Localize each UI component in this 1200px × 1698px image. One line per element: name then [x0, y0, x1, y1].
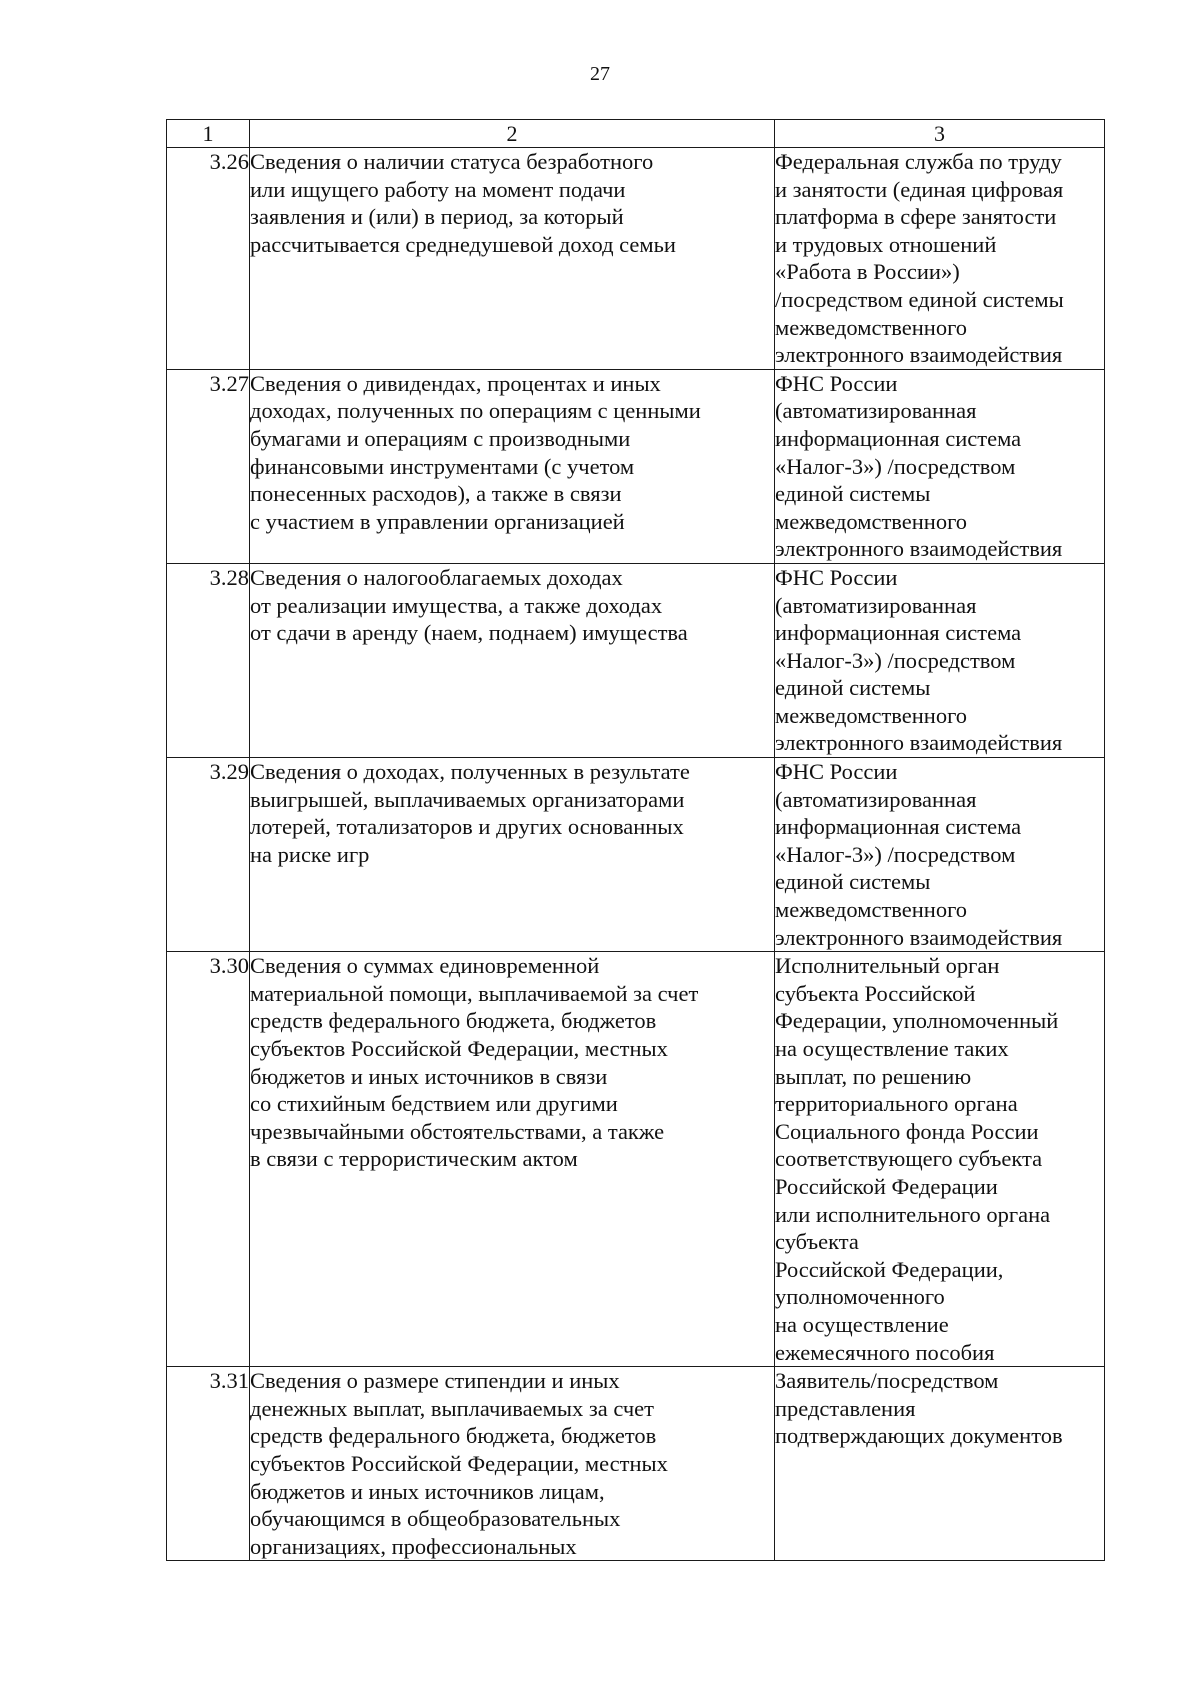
row-description	[250, 1367, 775, 1561]
row-description-line: от сдачи в аренду (наем, поднаем) имущества	[250, 620, 688, 646]
row-source-line: единой системы	[775, 869, 931, 895]
row-source	[775, 563, 1105, 757]
row-description-line: рассчитывается среднедушевой доход семьи	[250, 231, 676, 257]
column-header-number: 1	[167, 120, 250, 148]
row-description-line: субъектов Российской Федерации, местных	[250, 1450, 668, 1476]
row-description-line: заявления и (или) в период, за который	[250, 204, 624, 230]
row-source-line: ФНС России	[775, 759, 898, 785]
document-table	[166, 119, 1105, 1561]
row-source-line: (автоматизированная	[775, 786, 977, 812]
row-description-line: или ищущего работу на момент подачи	[250, 176, 626, 202]
row-description	[250, 148, 775, 370]
row-source-line: субъекта Российской	[775, 980, 976, 1006]
row-source-line: межведомственного	[775, 702, 968, 728]
row-description	[250, 369, 775, 563]
row-description-line: Сведения о суммах единовременной	[250, 953, 600, 979]
row-source-line: информационная система	[775, 425, 1022, 451]
row-source-line: электронного взаимодействия	[775, 536, 1063, 562]
row-description-line: на риске игр	[250, 841, 370, 867]
row-description-line: субъектов Российской Федерации, местных	[250, 1036, 668, 1061]
row-description-line: лотерей, тотализаторов и других основанных	[250, 814, 684, 840]
row-source	[775, 952, 1105, 1367]
row-description-line: в связи с террористическим актом	[250, 1146, 578, 1172]
row-source	[775, 148, 1105, 370]
row-source-line: соответствующего субъекта	[775, 1146, 1043, 1172]
row-source-line: Заявитель/посредством	[775, 1368, 999, 1394]
row-source-line: подтверждающих документов	[775, 1423, 1063, 1449]
row-source-line: и занятости (единая цифровая	[775, 176, 1064, 202]
row-source-line: электронного взаимодействия	[775, 924, 1063, 950]
row-number: 3.27	[167, 369, 250, 563]
row-source-line: единой системы	[775, 481, 931, 507]
row-source-line: субъекта	[775, 1229, 859, 1255]
row-source-line: «Налог-3») /посредством	[775, 841, 1016, 867]
row-source-line: выплат, по решению	[775, 1063, 972, 1089]
row-source-line: Социального фонда России	[775, 1118, 1039, 1144]
row-source-line: электронного взаимодействия	[775, 342, 1063, 368]
row-description	[250, 758, 775, 952]
row-description-line: выигрышей, выплачиваемых организаторами	[250, 786, 685, 812]
table-header-row	[167, 120, 1105, 148]
row-source-line: ФНС России	[775, 564, 898, 590]
row-description-line: финансовыми инструментами (с учетом	[250, 453, 635, 479]
row-description-line: организациях, профессиональных	[250, 1533, 577, 1559]
row-source-line: Исполнительный орган	[775, 953, 1000, 979]
row-source-line: и трудовых отношений	[775, 231, 997, 257]
row-source-line: Федеральная служба по труду	[775, 149, 1062, 174]
row-source-line: или исполнительного органа	[775, 1201, 1051, 1227]
row-source-line: межведомственного	[775, 314, 968, 340]
row-number: 3.30	[167, 952, 250, 1367]
row-source-line: территориального органа	[775, 1091, 1018, 1117]
row-source-line: Российской Федерации	[775, 1173, 998, 1199]
row-source-line: Федерации, уполномоченный	[775, 1008, 1059, 1034]
table-row	[167, 148, 1105, 370]
row-source-line: (автоматизированная	[775, 398, 977, 424]
row-description-line: бюджетов и иных источников в связи	[250, 1063, 608, 1089]
row-description-line: с участием в управлении организацией	[250, 508, 625, 534]
row-description-line: чрезвычайными обстоятельствами, а также	[250, 1118, 665, 1144]
row-source	[775, 369, 1105, 563]
row-source-line: на осуществление	[775, 1311, 949, 1337]
row-description-line: бумагами и операциям с производными	[250, 425, 631, 451]
row-description-line: Сведения о доходах, полученных в результате	[250, 759, 690, 785]
row-description-line: материальной помощи, выплачиваемой за счет	[250, 980, 699, 1006]
page-number: 27	[590, 63, 610, 85]
row-source-line: единой системы	[775, 675, 931, 701]
row-description-line: бюджетов и иных источников лицам,	[250, 1478, 605, 1504]
row-description-line: средств федерального бюджета, бюджетов	[250, 1008, 657, 1034]
row-source-line: уполномоченного	[775, 1284, 945, 1310]
table-row	[167, 369, 1105, 563]
row-source-line: представления	[775, 1395, 916, 1421]
row-description	[250, 952, 775, 1367]
row-description-line: доходах, полученных по операциям с ценными	[250, 398, 701, 424]
row-source-line: информационная система	[775, 620, 1022, 646]
row-description-line: Сведения о налогооблагаемых доходах	[250, 564, 623, 590]
table-row	[167, 952, 1105, 1367]
row-source-line: (автоматизированная	[775, 592, 977, 618]
column-header-source: 3	[775, 120, 1105, 148]
row-description-line: от реализации имущества, а также доходах	[250, 592, 663, 618]
row-number: 3.31	[167, 1367, 250, 1561]
row-description-line: Сведения о наличии статуса безработного	[250, 149, 654, 174]
row-source-line: «Налог-3») /посредством	[775, 647, 1016, 673]
row-number: 3.29	[167, 758, 250, 952]
table-body	[167, 148, 1105, 1561]
row-source	[775, 758, 1105, 952]
row-description-line: понесенных расходов), а также в связи	[250, 481, 622, 507]
table-row	[167, 563, 1105, 757]
row-number: 3.26	[167, 148, 250, 370]
column-header-description: 2	[250, 120, 775, 148]
row-description-line: Сведения о дивидендах, процентах и иных	[250, 370, 661, 396]
row-number: 3.28	[167, 563, 250, 757]
row-source-line: межведомственного	[775, 897, 968, 923]
row-description-line: Сведения о размере стипендии и иных	[250, 1368, 620, 1394]
row-source-line: /посредством единой системы	[775, 286, 1064, 312]
row-source	[775, 1367, 1105, 1561]
row-description-line: средств федерального бюджета, бюджетов	[250, 1423, 657, 1449]
row-description	[250, 563, 775, 757]
row-source-line: Российской Федерации,	[775, 1256, 1004, 1282]
row-source-line: ФНС России	[775, 370, 898, 396]
row-source-line: ежемесячного пособия	[775, 1339, 995, 1365]
row-source-line: на осуществление таких	[775, 1036, 1009, 1061]
table-row	[167, 758, 1105, 952]
row-description-line: обучающимся в общеобразовательных	[250, 1506, 621, 1532]
row-source-line: межведомственного	[775, 508, 968, 534]
row-description-line: со стихийным бедствием или другими	[250, 1091, 618, 1117]
row-source-line: «Работа в России»)	[775, 259, 960, 285]
row-source-line: платформа в сфере занятости	[775, 204, 1057, 230]
row-source-line: «Налог-3») /посредством	[775, 453, 1016, 479]
row-description-line: денежных выплат, выплачиваемых за счет	[250, 1395, 655, 1421]
table-row	[167, 1367, 1105, 1561]
row-source-line: информационная система	[775, 814, 1022, 840]
row-source-line: электронного взаимодействия	[775, 730, 1063, 756]
